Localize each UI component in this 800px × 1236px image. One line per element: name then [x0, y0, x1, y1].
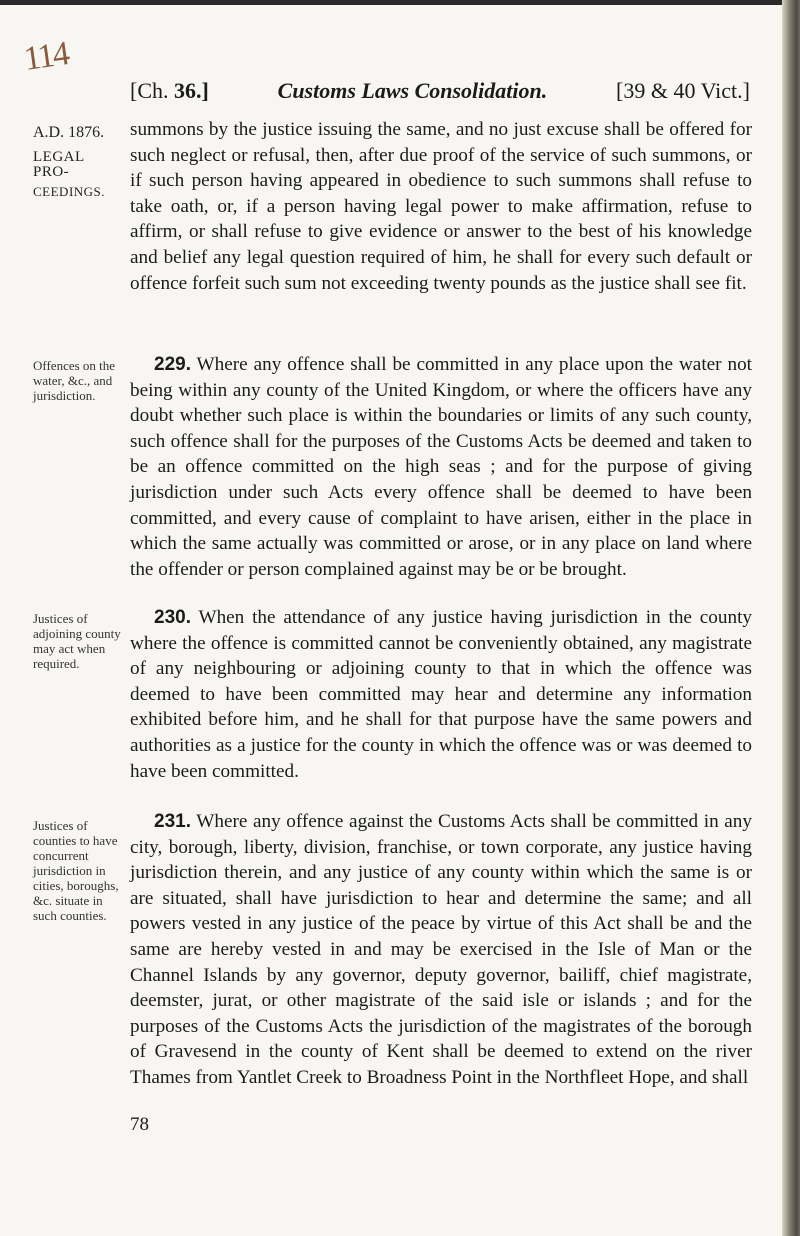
side-note-offences-water: Offences on the water, &c., and jurisdiction.: [33, 358, 116, 403]
section-text: Where any offence shall be committed in any place upon the water not being within any county of the United Kingdom, or where the officers have any doubt whether such place is within the boundaries or limits of any such county, such offence shall for the purposes of the Customs Acts be deemed and taken to be an offence committed on the high seas ; and for the purpose of giving jurisdiction under such Acts every offence shall be deemed to have been committed, and every cause of complaint to have arisen, either in the place in which the same actually was committed or arose, or in any place on land where the offender or person complained against may be or be brought.: [130, 354, 752, 580]
section-text: When the attendance of any justice having jurisdiction in the county where the offence is committed cannot be conveniently obtained, any magistrate of any neighbouring or adjoining county to that in which the offence was deemed to have been committed may hear and determine any information exhibited before him, and he shall for that purpose have the same powers and authorities as a justice for the county in which the offence was or was deemed to have been committed.: [130, 607, 752, 782]
section-number: 231.: [154, 811, 191, 832]
section-229: [130, 352, 752, 582]
side-note-justices-adjoining: Justices of adjoining county may act when required.: [33, 611, 121, 671]
side-note-year: A.D. 1876.: [33, 124, 105, 141]
section-text: Where any offence against the Customs Acts shall be committed in any city, borough, liberty, division, franchise, or town corporate, any justice having jurisdiction therein, and any justice of any county within which the same is or are situated, shall have jurisdiction to hear and determine the same; and all powers vested in any justice of the peace by virtue of this Act shall be and the same are hereby vested in and may be exercised in the Isle of Man or the Channel Islands by any governor, deputy governor, bailiff, chief magistrate, deemster, jurat, or other magistrate of the said isle or islands ; and for the purposes of the Customs Acts the jurisdiction of the magistrates of the borough of Gravesend in the county of Kent shall be deemed to extend on the river Thames from Yantlet Creek to Broadness Point in the Northfleet Hope, and shall: [130, 811, 752, 1088]
page-edge-shadow: [782, 0, 800, 1236]
regnal-year: [39 & 40 Vict.]: [616, 78, 750, 103]
section-number: 229.: [154, 354, 191, 375]
section-230: [130, 605, 752, 784]
section-number: 230.: [154, 607, 191, 628]
page-number: 78: [130, 1114, 149, 1135]
page-title: Customs Laws Consolidation.: [277, 78, 548, 103]
running-header: [130, 78, 750, 104]
handwritten-page-mark: 114: [21, 35, 71, 78]
section-231: [130, 809, 752, 1091]
side-note-justices-concurrent: Justices of counties to have concurrent jurisdiction in cities, boroughs, &c. situate in such counties.: [33, 818, 119, 923]
chapter-reference: [Ch. 36.]: [130, 78, 209, 103]
paragraph-continued: summons by the justice issuing the same, and no just excuse shall be offered for such neglect or refusal, then, after due proof of the service of such summons, or if such person having appeared in obedience to such summons shall refuse to take oath, or, if a person having legal power to make affirmation, refuse to affirm, or shall refuse to give evidence or answer to the best of his knowledge and belief any legal question required of him, he shall for every such default or offence forfeit such sum not exceeding twenty pounds as the justice shall see fit.: [130, 119, 752, 294]
side-note-legal-proceedings: LEGAL PRO- CEEDINGS.: [33, 149, 106, 199]
top-border: [0, 0, 800, 5]
